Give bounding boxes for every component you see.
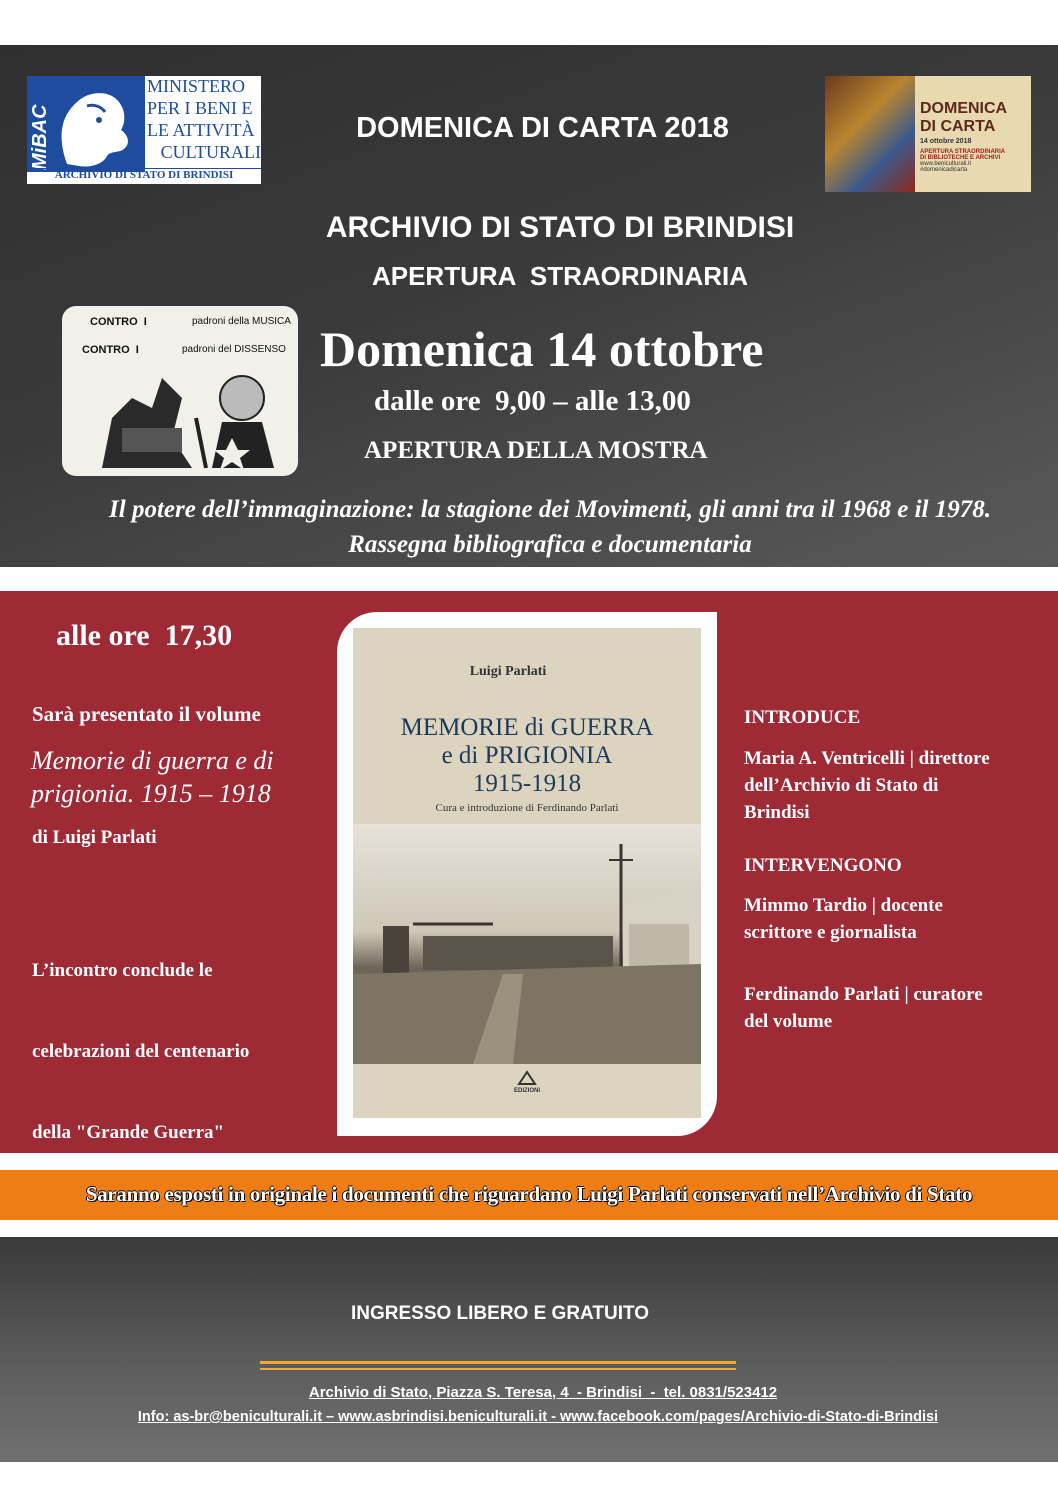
introducer-line-2: dell’Archivio di Stato di xyxy=(744,775,939,796)
ministry-name xyxy=(147,75,261,163)
free-entry: INGRESSO LIBERO E GRATUITO xyxy=(350,1303,650,1324)
logo-right-line-2: DI CARTA xyxy=(920,118,996,135)
poster-line-2a: CONTRO I xyxy=(82,344,139,356)
cover-title xyxy=(353,714,701,798)
speaker-2-line-2: del volume xyxy=(744,1011,833,1032)
presentation-time: alle ore 17,30 xyxy=(56,619,233,652)
book-cover xyxy=(353,628,701,1118)
cover-title-line-1: MEMORIE di GUERRA xyxy=(400,714,654,741)
closing-line-1: L’incontro conclude le xyxy=(32,960,213,981)
ministry-line-1: MINISTERO xyxy=(147,76,245,96)
speaker-1-line-2: scrittore e giornalista xyxy=(744,922,917,943)
movement-poster-image xyxy=(62,306,298,476)
exhibition-subtitle: Rassegna bibliografica e documentaria xyxy=(348,531,752,558)
opening-label: APERTURA STRAORDINARIA xyxy=(371,261,749,291)
footer-address: Archivio di Stato, Piazza S. Teresa, 4 - Brindisi - tel. 0831/523412 xyxy=(308,1384,778,1401)
mibac-logo xyxy=(27,76,261,184)
introducer-line-1: Maria A. Ventricelli | direttore xyxy=(744,748,990,769)
poster-line-1b: padroni della MUSICA xyxy=(192,316,291,327)
logo-right-web: www.beniculturali.it xyxy=(920,161,972,167)
poster-line-2b: padroni del DISSENSO xyxy=(182,344,286,355)
speaker-2 xyxy=(744,981,983,1035)
footer-info-links[interactable]: Info: as-br@beniculturali.it – www.asbrindisi.beniculturali.it - www.facebook.com/pages/Archivio-di-Stato-di-Brindisi xyxy=(137,1409,939,1425)
logo-right-hashtag: #domenicadicarta xyxy=(920,167,968,173)
introducer-line-3: Brindisi xyxy=(744,802,810,823)
prison-camp-photo xyxy=(353,824,701,1064)
ministry-line-2: PER I BENI E xyxy=(147,98,253,118)
poster-illustration-icon xyxy=(92,358,292,470)
poster-line-1a: CONTRO I xyxy=(90,316,147,328)
logo-right-tag-1: APERTURA STRAORDINARIA xyxy=(920,149,1006,155)
logo-right-tag-2: DI BIBLIOTECHE E ARCHIVI xyxy=(920,155,1001,161)
domenica-di-carta-logo xyxy=(825,76,1031,192)
documents-banner-text: Saranno esposti in originale i documenti che riguardano Luigi Parlati conservati nell’Archivio di Stato xyxy=(85,1182,973,1206)
book-title xyxy=(31,744,274,810)
footer-divider-1 xyxy=(260,1361,736,1364)
book-title-line-1: Memorie di guerra e di xyxy=(31,746,274,775)
exhibition-label: APERTURA DELLA MOSTRA xyxy=(364,437,708,464)
manuscript-image xyxy=(825,76,915,192)
speakers-label: INTERVENGONO xyxy=(744,855,902,876)
institution-name: ARCHIVIO DI STATO DI BRINDISI xyxy=(325,211,795,244)
introduce-label: INTRODUCE xyxy=(744,707,861,728)
event-date: Domenica 14 ottobre xyxy=(320,321,764,377)
cover-author: Luigi Parlati xyxy=(469,664,547,679)
ministry-line-3: LE ATTIVITÀ xyxy=(147,120,255,140)
logo-right-date: 14 ottobre 2018 xyxy=(920,138,972,145)
cover-publisher: EDIZIONI xyxy=(513,1088,540,1094)
closing-line-3: della "Grande Guerra" xyxy=(32,1122,225,1143)
speaker-1-line-1: Mimmo Tardio | docente xyxy=(744,895,943,916)
logo-right-text xyxy=(920,80,1030,173)
exhibition-title: Il potere dell’immaginazione: la stagione dei Movimenti, gli anni tra il 1968 e il 1978. xyxy=(109,496,991,523)
archive-subtitle: ARCHIVIO DI STATO DI BRINDISI xyxy=(27,168,261,181)
cover-subtitle: Cura e introduzione di Ferdinando Parlati xyxy=(435,802,619,814)
footer-divider-2 xyxy=(260,1368,736,1370)
ministry-line-4: CULTURALI xyxy=(160,142,261,162)
footer-panel xyxy=(0,1237,1058,1462)
closing-line-2: celebrazioni del centenario xyxy=(32,1041,250,1062)
mibac-brand: MiBAC xyxy=(29,104,51,170)
publisher-logo-icon xyxy=(517,1070,537,1086)
book-title-line-2: prigionia. 1915 – 1918 xyxy=(31,779,271,808)
cover-title-line-2: e di PRIGIONIA xyxy=(441,742,613,769)
book-author: di Luigi Parlati xyxy=(32,827,157,848)
logo-right-line-1: DOMENICA xyxy=(920,100,1008,117)
presentation-intro: Sarà presentato il volume xyxy=(32,702,261,726)
camp-scene-icon xyxy=(353,824,701,1064)
speaker-1 xyxy=(744,892,943,946)
introducer xyxy=(744,745,990,826)
event-hours: dalle ore 9,00 – alle 13,00 xyxy=(374,385,691,417)
event-title: DOMENICA DI CARTA 2018 xyxy=(356,112,729,144)
book-cover-frame xyxy=(337,612,717,1136)
cover-title-line-3: 1915-1918 xyxy=(472,770,582,797)
speaker-2-line-1: Ferdinando Parlati | curatore xyxy=(744,984,983,1005)
